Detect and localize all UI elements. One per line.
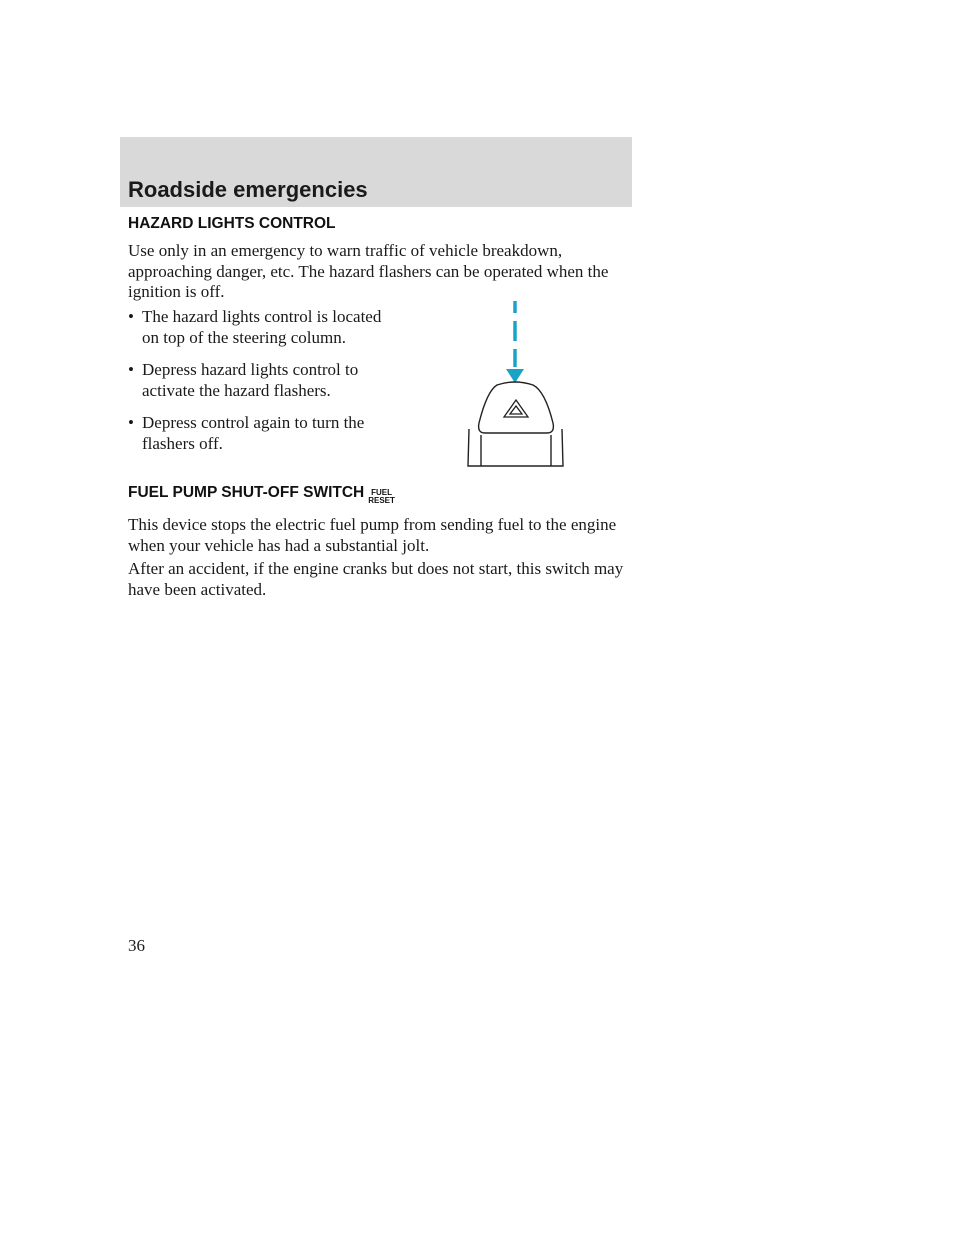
fuel-reset-line1: FUEL: [371, 488, 393, 497]
bullet-text: Depress control again to turn the flashers off.: [142, 413, 365, 453]
steering-column-icon: [468, 429, 563, 466]
pointer-arrow-icon: [506, 301, 524, 383]
bullet-dot: •: [128, 307, 134, 326]
fuel-pump-paragraph-1: This device stops the electric fuel pump from sending fuel to the engine when your vehicle has had a substantial jolt.: [128, 515, 617, 555]
section-header-band: [120, 137, 632, 207]
section-title: Roadside emergencies: [128, 177, 368, 202]
hazard-bullet-list: [128, 307, 398, 466]
fuel-reset-line2: RESET: [368, 496, 395, 505]
hazard-switch-illustration: [455, 295, 575, 475]
bullet-item: [128, 307, 398, 348]
bullet-item: [128, 413, 398, 454]
bullet-text: Depress hazard lights control to activate the hazard flashers.: [142, 360, 359, 400]
fuel-pump-heading: [128, 484, 395, 505]
bullet-text: The hazard lights control is located on top of the steering column.: [142, 307, 382, 347]
hazard-triangle-icon: [504, 400, 528, 417]
bullet-dot: •: [128, 413, 134, 432]
bullet-item: [128, 360, 398, 401]
hazard-lights-heading: HAZARD LIGHTS CONTROL: [128, 215, 336, 232]
fuel-pump-paragraph-2: After an accident, if the engine cranks but does not start, this switch may have been activated.: [128, 559, 624, 599]
fuel-reset-symbol: [368, 489, 395, 505]
hazard-button-icon: [479, 382, 554, 433]
hazard-intro-paragraph: Use only in an emergency to warn traffic of vehicle breakdown, approaching danger, etc. The hazard flashers can be operated when the ignition is off.: [128, 241, 609, 301]
fuel-pump-heading-text: FUEL PUMP SHUT-OFF SWITCH: [128, 484, 365, 501]
page-number: 36: [128, 936, 145, 955]
bullet-dot: •: [128, 360, 134, 379]
